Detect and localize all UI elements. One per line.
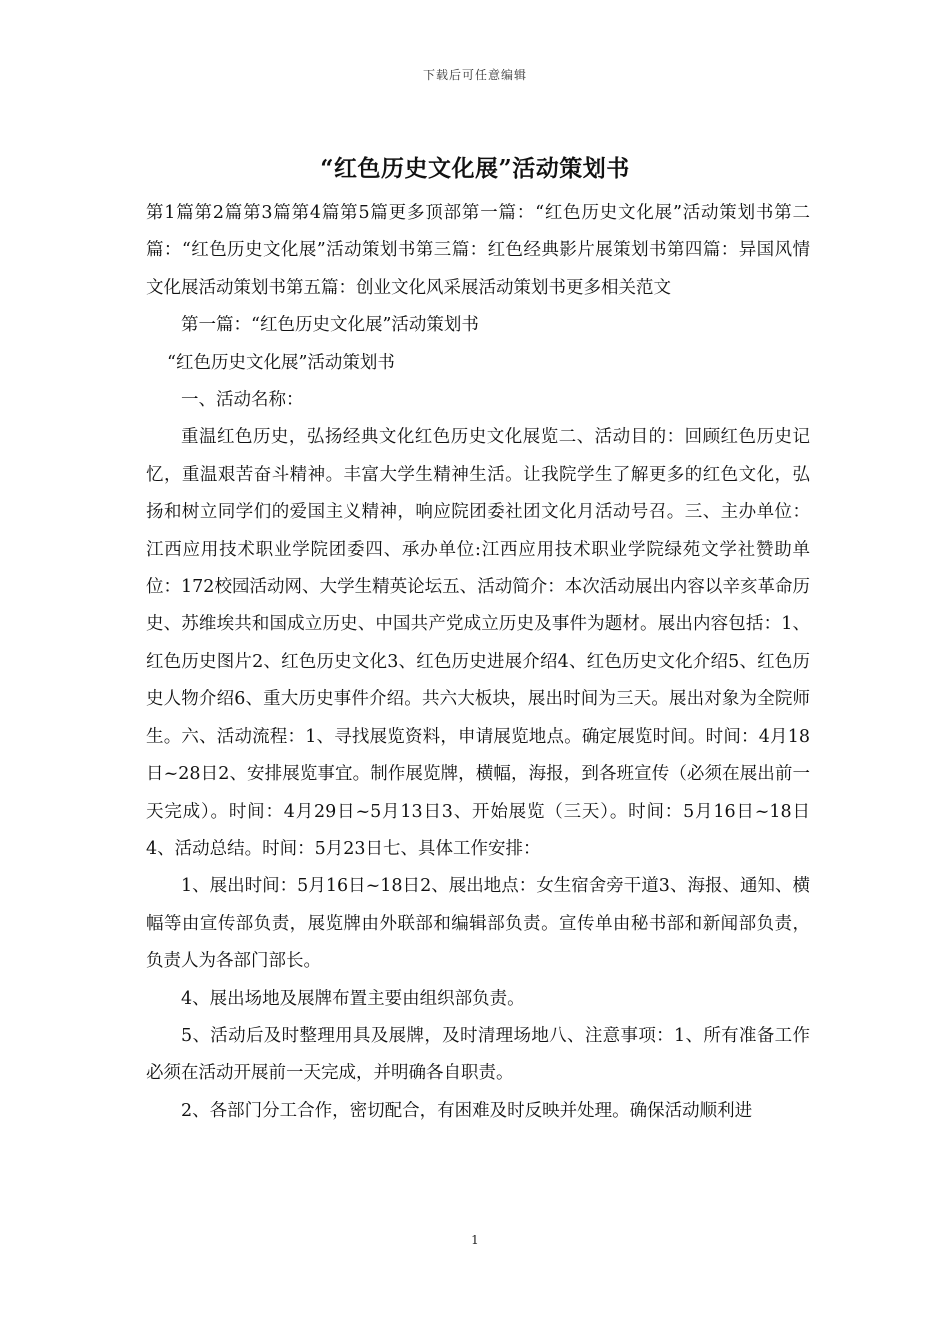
paragraph-cleanup-notes: 5、活动后及时整理用具及展牌，及时清理场地八、注意事项：1、所有准备工作必须在活动开展前一天完成，并明确各自职责。 <box>146 1025 810 1084</box>
page-number: 1 <box>471 1233 479 1247</box>
paragraph-subtitle: “红色历史文化展”活动策划书 <box>167 352 395 373</box>
paragraph-venue-layout: 4、展出场地及展牌布置主要由组织部负责。 <box>181 988 525 1009</box>
header-note: 下载后可任意编辑 <box>422 68 527 82</box>
paragraph-table-of-contents: 第1篇第2篇第3篇第4篇第5篇更多顶部第一篇：“红色历史文化展”活动策划书第二篇：“红色历史文化展”活动策划书第三篇：红色经典影片展策划书第四篇：异国风情文化展活动策划书第五篇：创业文化风采展活动策划书更多相关范文 <box>146 203 810 298</box>
paragraph-cooperation: 2、各部门分工合作，密切配合，有困难及时反映并处理。确保活动顺利进 <box>181 1100 753 1121</box>
paragraph-activity-name-heading: 一、活动名称： <box>181 390 304 411</box>
paragraph-main-content: 重温红色历史，弘扬经典文化红色历史文化展览二、活动目的：回顾红色历史记忆，重温艰苦奋斗精神。丰富大学生精神生活。让我院学生了解更多的红色文化，弘扬和树立同学们的爱国主义精神，响应院团委社团文化月活动号召。三、主办单位：江西应用技术职业学院团委四、承办单位:江西应用技术职业学院绿苑文学社赞助单位：172校园活动网、大学生精英论坛五、活动简介：本次活动展出内容以辛亥革命历史、苏维埃共和国成立历史、中国共产党成立历史及事件为题材。展出内容包括：1、红色历史图片2、红色历史文化3、红色历史进展介绍4、红色历史文化介绍5、红色历史人物介绍6、重大历史事件介绍。共六大板块，展出时间为三天。展出对象为全院师生。六、活动流程：1、寻找展览资料，申请展览地点。确定展览时间。时间：4月18日~28日2、安排展览事宜。制作展览牌，横幅，海报，到各班宣传（必须在展出前一天完成）。时间：4月29日~5月13日3、开始展览（三天）。时间：5月16日~18日4、活动总结。时间：5月23日七、具体工作安排： <box>146 427 810 859</box>
paragraph-section-heading: 第一篇：“红色历史文化展”活动策划书 <box>181 315 479 336</box>
document-title: “红色历史文化展”活动策划书 <box>320 155 630 182</box>
document-body <box>146 195 810 1130</box>
paragraph-work-arrangement: 1、展出时间：5月16日~18日2、展出地点：女生宿舍旁干道3、海报、通知、横幅等由宣传部负责，展览牌由外联部和编辑部负责。宣传单由秘书部和新闻部负责，负责人为各部门部长。 <box>146 876 810 972</box>
